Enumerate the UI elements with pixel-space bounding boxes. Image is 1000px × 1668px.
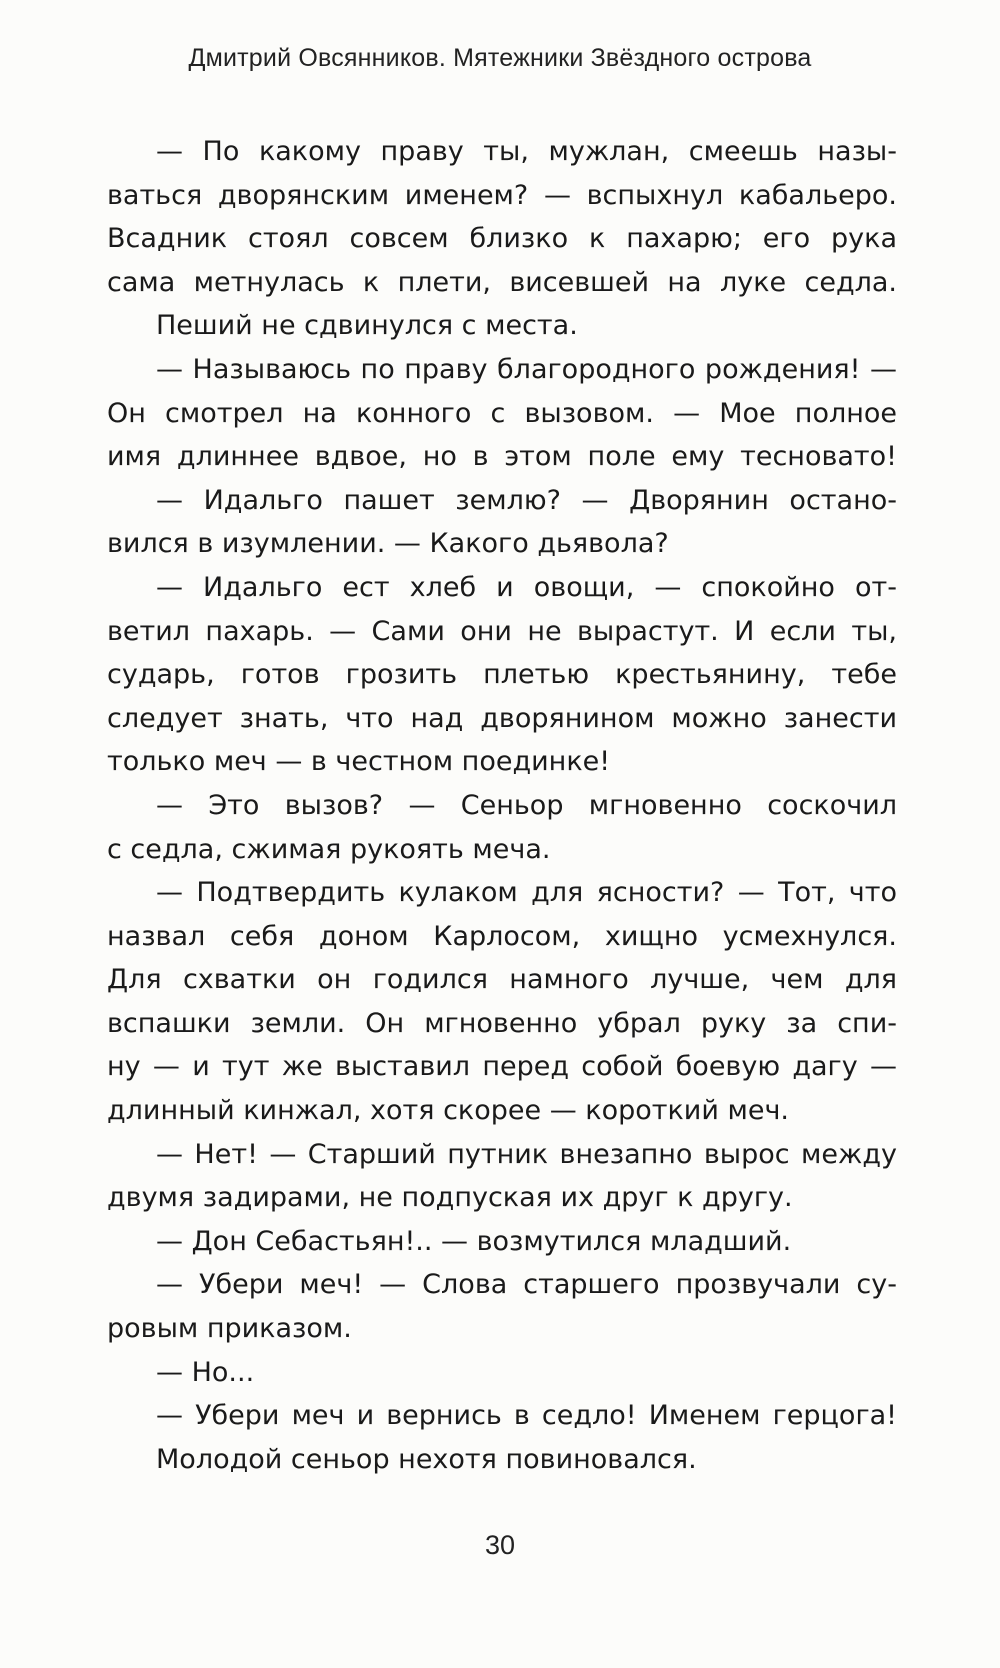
text-line: — Дон Себастьян!.. — возмутился младший. <box>156 1225 792 1257</box>
text-line: ровым приказом. <box>107 1313 352 1345</box>
text-line: Молодой сеньор нехотя повиновался. <box>156 1443 697 1475</box>
text-line: сударь, готов грозить плетью крестьянину, тебе <box>107 659 897 691</box>
text-line: — Убери меч и вернись в седло! Именем герцога! <box>156 1400 897 1432</box>
text-line: имя длиннее вдвое, но в этом поле ему тесновато! <box>107 441 897 473</box>
text-line: ваться дворянским именем? — вспыхнул кабальеро. <box>107 179 897 211</box>
text-line: ветил пахарь. — Сами они не вырастут. И если ты, <box>107 615 897 647</box>
text-line: — Идальго ест хлеб и овощи, — спокойно от- <box>156 571 897 603</box>
text-line: длинный кинжал, хотя скорее — короткий меч. <box>107 1095 789 1127</box>
body-text <box>107 130 897 1481</box>
text-line: только меч — в честном поединке! <box>107 746 611 778</box>
text-line: — Идальго пашет землю? — Дворянин остано- <box>156 484 897 516</box>
text-line: Пеший не сдвинулся с места. <box>156 310 578 342</box>
text-line: назвал себя доном Карлосом, хищно усмехнулся. <box>107 920 897 952</box>
text-line: сама метнулась к плети, висевшей на луке седла. <box>107 266 897 298</box>
text-line: — Это вызов? — Сеньор мгновенно соскочил <box>156 789 897 821</box>
text-line: — Но... <box>156 1356 255 1388</box>
text-line: ну — и тут же выставил перед собой боевую дагу — <box>107 1051 897 1083</box>
text-line: вился в изумлении. — Какого дьявола? <box>107 528 669 560</box>
running-header: Дмитрий Овсянников. Мятежники Звёздного острова <box>188 44 812 72</box>
page-number: 30 <box>484 1530 516 1560</box>
text-line: — Убери меч! — Слова старшего прозвучали су- <box>156 1269 897 1301</box>
text-line: Всадник стоял совсем близко к пахарю; его рука <box>107 223 897 255</box>
text-line: вспашки земли. Он мгновенно убрал руку за спи- <box>107 1007 897 1039</box>
text-line: Он смотрел на конного с вызовом. — Мое полное <box>107 397 897 429</box>
text-line: — Подтвердить кулаком для ясности? — Тот, что <box>156 877 897 909</box>
text-line: — Называюсь по праву благородного рождения! — <box>156 353 897 385</box>
text-line: — Нет! — Старший путник внезапно вырос между <box>156 1138 897 1170</box>
text-line: с седла, сжимая рукоять меча. <box>107 833 551 865</box>
text-line: — По какому праву ты, мужлан, смеешь назы- <box>156 136 897 167</box>
text-line: двумя задирами, не подпуская их друг к другу. <box>107 1182 793 1214</box>
text-line: следует знать, что над дворянином можно занести <box>107 702 897 734</box>
text-line: Для схватки он годился намного лучше, чем для <box>107 964 897 996</box>
